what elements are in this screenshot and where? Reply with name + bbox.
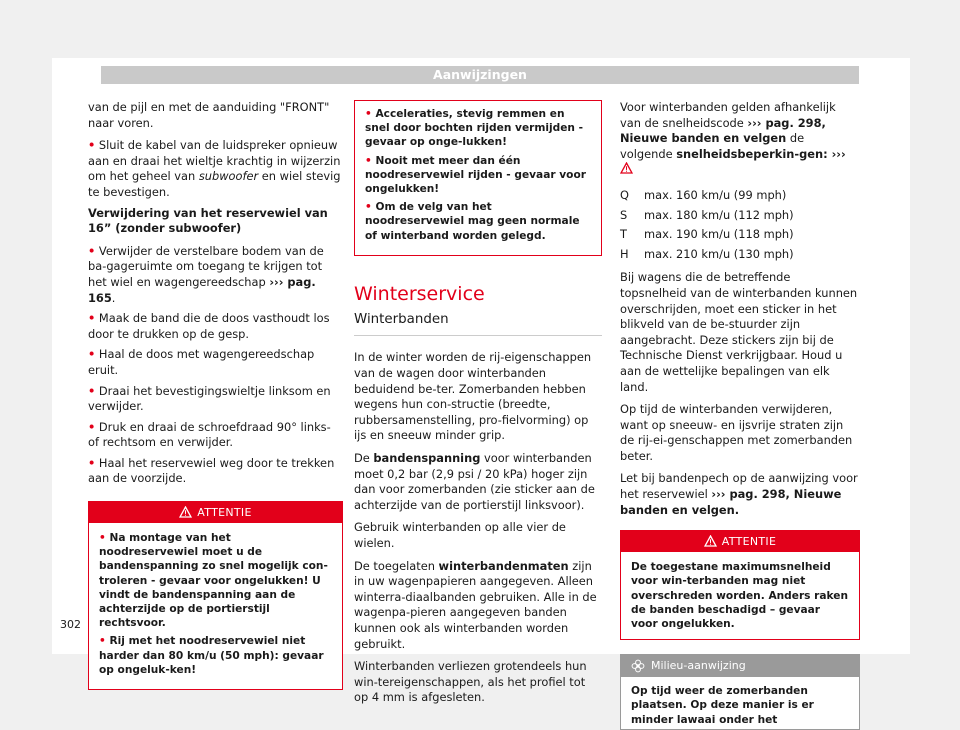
warning-header: ATTENTIE bbox=[621, 531, 859, 552]
environment-note-box bbox=[620, 654, 860, 730]
bullet-icon: • bbox=[88, 383, 96, 398]
list-item: • Rij met het noodreservewiel niet harder dan 80 km/u (50 mph): gevaar op ongeluk-ken! bbox=[99, 635, 324, 676]
page-reference[interactable]: ››› pag. 298, Nieuwe banden en velgen bbox=[620, 487, 842, 517]
paragraph: Op tijd de winterbanden verwijderen, want op sneeuw- en ijsvrije straten zijn de rij-ei-genschappen met zomerbanden beter. bbox=[620, 402, 853, 463]
paragraph: Winterbanden verliezen grotendeels hun win-tereigenschappen, als het profiel tot op 4 mm is afgesleten. bbox=[354, 659, 587, 705]
bullet-icon: • bbox=[99, 532, 106, 545]
warning-triangle-icon bbox=[704, 535, 717, 547]
paragraph: Bij wagens die de betreffende topsnelheid van de winterbanden kunnen overschrijden, moet een sticker in het blikveld van de be-stuurder zijn aangebracht. Deze stickers zijn bij de Technische Dienst verkrijgbaar. Houd u aan de wettelijke bepalingen van elk land. bbox=[620, 270, 858, 394]
bullet-icon: • bbox=[365, 201, 372, 214]
page-number: 302 bbox=[60, 618, 81, 631]
page-reference[interactable]: ››› pag. 165 bbox=[88, 274, 316, 305]
column-2 bbox=[354, 100, 602, 713]
list-item: • Om de velg van het noodreservewiel mag geen normale of winterband worden gelegd. bbox=[365, 201, 580, 242]
warning-body bbox=[355, 101, 601, 255]
warning-triangle-icon bbox=[179, 506, 192, 518]
bullet-icon: • bbox=[88, 419, 96, 434]
warning-box-continued bbox=[354, 100, 602, 256]
flower-icon bbox=[631, 659, 645, 673]
section-subtitle: Winterbanden bbox=[354, 312, 602, 337]
paragraph: Gebruik winterbanden op alle vier de wielen. bbox=[354, 520, 566, 550]
bullet-icon: • bbox=[365, 108, 372, 120]
speed-row: T max. 190 km/u (118 mph) bbox=[620, 227, 794, 242]
page-header: Aanwijzingen bbox=[101, 66, 859, 84]
column-1 bbox=[88, 100, 343, 690]
warning-body: De toegestane maximumsnelheid voor win-terbanden mag niet overschreden worden. Anders raken de banden beschadigd – gevaar voor ongelukken. bbox=[631, 561, 849, 631]
environment-note-body: Op tijd weer de zomerbanden plaatsen. Op deze manier is er minder lawaai onder het bbox=[631, 685, 814, 726]
bullet-icon: • bbox=[88, 311, 96, 326]
speed-row: H max. 210 km/u (130 mph) bbox=[620, 246, 794, 261]
speed-list bbox=[620, 188, 860, 262]
environment-note-header: Milieu-aanwijzing bbox=[621, 655, 859, 677]
list-item: • Haal het reservewiel weg door te trekken aan de voorzijde. bbox=[88, 455, 335, 486]
warning-box bbox=[88, 501, 343, 690]
column-3 bbox=[620, 100, 860, 730]
list-item: • Na montage van het noodreservewiel moet u de bandenspanning zo snel mogelijk con-troleren - gevaar voor ongelukken! U vindt de bandenspanning aan de achterzijde op de portierstijl rechtsvoor. bbox=[99, 532, 328, 630]
section-title: Winterservice bbox=[354, 282, 485, 305]
list-item: • Haal de doos met wagengereedschap eruit. bbox=[88, 347, 315, 377]
page-reference[interactable]: ››› pag. 298, Nieuwe banden en velgen bbox=[620, 115, 826, 146]
list-item: • Draai het bevestigingswieltje linksom en verwijder. bbox=[88, 383, 331, 414]
warning-triangle-icon bbox=[620, 162, 633, 174]
paragraph: De toegelaten winterbandenmaten zijn in uw wagenpapieren aangegeven. Alleen winterra-diaalbanden gebruiken. Alle in de wagenpa-pieren aangegeven banden kunnen ook als winterbanden worden gebruikt. bbox=[354, 558, 597, 651]
warning-box bbox=[620, 530, 860, 640]
list-item: • Nooit met meer dan één noodreservewiel rijden - gevaar voor ongelukken! bbox=[365, 154, 586, 196]
speed-row: Q max. 160 km/u (99 mph) bbox=[620, 187, 787, 202]
list-item: • Verwijder de verstelbare bodem van de ba-gageruimte om toegang te krijgen tot het wiel en wagengereedschap ››› pag. 165. bbox=[88, 243, 324, 305]
bullet-icon: • bbox=[88, 347, 96, 362]
bullet-icon: • bbox=[365, 154, 372, 167]
warning-header: ATTENTIE bbox=[89, 502, 342, 523]
paragraph: Voor winterbanden gelden afhankelijk van de snelheidscode ››› pag. 298, Nieuwe banden en velgen de volgende snelheidsbeperkin-gen: ››› bbox=[620, 100, 860, 178]
list-item: • Druk en draai de schroefdraad 90° links- of rechtsom en verwijder. bbox=[88, 419, 331, 450]
list-item: • Sluit de kabel van de luidspreker opnieuw aan en draai het wieltje krachtig in wijzerzin om het geheel van subwoofer en wiel stevig te bevestigen. bbox=[88, 138, 341, 199]
speed-row: S max. 180 km/u (112 mph) bbox=[620, 207, 794, 222]
list-item: • Maak de band die de doos vasthoudt los door te drukken op de gesp. bbox=[88, 311, 330, 341]
intro-text: van de pijl en met de aanduiding "FRONT" naar voren. bbox=[88, 100, 330, 130]
bullet-icon: • bbox=[88, 243, 96, 258]
section-heading: Verwijdering van het reservewiel van 16” (zonder subwoofer) bbox=[88, 205, 328, 236]
paragraph: De bandenspanning voor winterbanden moet 0,2 bar (2,9 psi / 20 kPa) hoger zijn dan voor zomerbanden (zie sticker aan de achterzijde van de portierstijl linksvoor). bbox=[354, 450, 595, 512]
paragraph: In de winter worden de rij-eigenschappen van de wagen door winterbanden beduidend be-ter. Zomerbanden hebben wegens hun con-structie (breedte, rubbersamenstelling, pro-fielvorming) op ijs en sneeuw minder grip. bbox=[354, 350, 592, 443]
list-item: • Acceleraties, stevig remmen en snel door bochten rijden vermijden - gevaar op onge-lukken! bbox=[365, 108, 584, 149]
paragraph: Let bij bandenpech op de aanwijzing voor het reservewiel ››› pag. 298, Nieuwe banden en velgen. bbox=[620, 471, 858, 517]
section-block bbox=[354, 282, 602, 337]
bullet-icon: • bbox=[99, 635, 106, 648]
warning-body bbox=[89, 523, 342, 689]
bullet-icon: • bbox=[88, 455, 96, 470]
bullet-icon: • bbox=[88, 138, 96, 153]
